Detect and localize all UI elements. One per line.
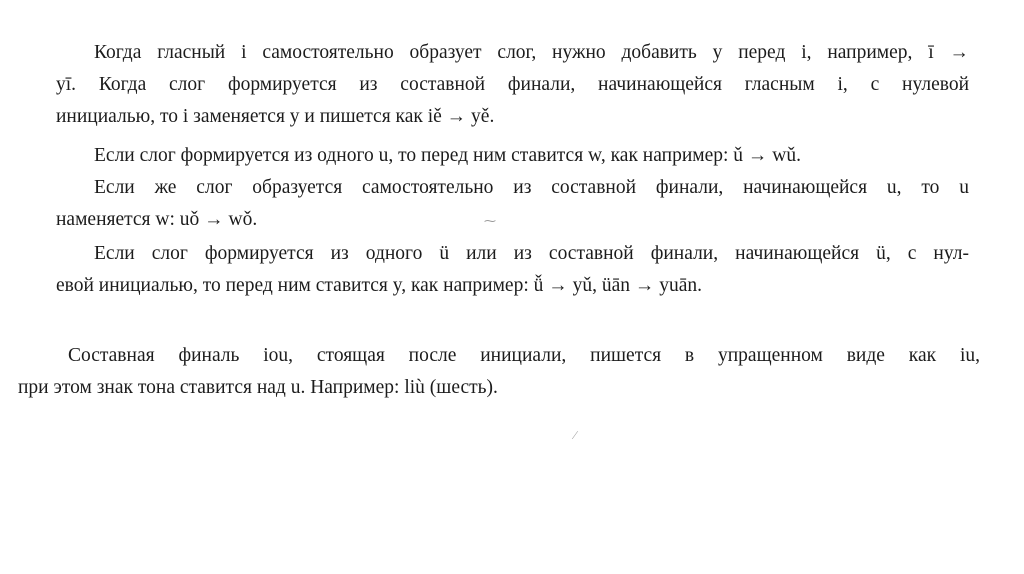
text-line: инициалью, то i заменяется y и пишется как iě → yě. [56,106,495,127]
text-line: Если слог формируется из одного ü или из составной финали, начинающейся ü, с нул- [94,243,969,264]
text-line: наменяется w: uǒ → wǒ. [56,209,258,230]
scan-speck: ⁓ [484,214,496,228]
paragraph-u-single-rule [56,140,969,172]
text-line: при этом знак тона ставится над u. Например: liù (шесть). [18,377,498,398]
text-line: евой инициалью, то перед ним ставится y, как например: ǚ → yǔ, üān → yuān. [56,275,703,296]
text-line: Если же слог образуется самостоятельно из составной финали, начинающейся u, то u [94,177,969,198]
text-line: Когда гласный i самостоятельно образует слог, нужно добавить y перед i, например, ī → [94,42,969,63]
paragraph-u-compound-rule [56,172,969,236]
text-line: yī. Когда слог формируется из составной финали, начинающейся гласным i, с нулевой [56,74,969,95]
paragraph-i-rule [56,37,969,133]
paragraph-u-umlaut-rule [56,238,969,302]
scan-speck: ∕ [574,428,577,442]
text-line: Составная финаль iou, стоящая после инициали, пишется в упращенном виде как iu, [68,345,980,366]
text-line: Если слог формируется из одного u, то перед ним ставится w, как например: ǔ → wǔ. [94,145,802,166]
paragraph-iou-rule [18,340,980,404]
